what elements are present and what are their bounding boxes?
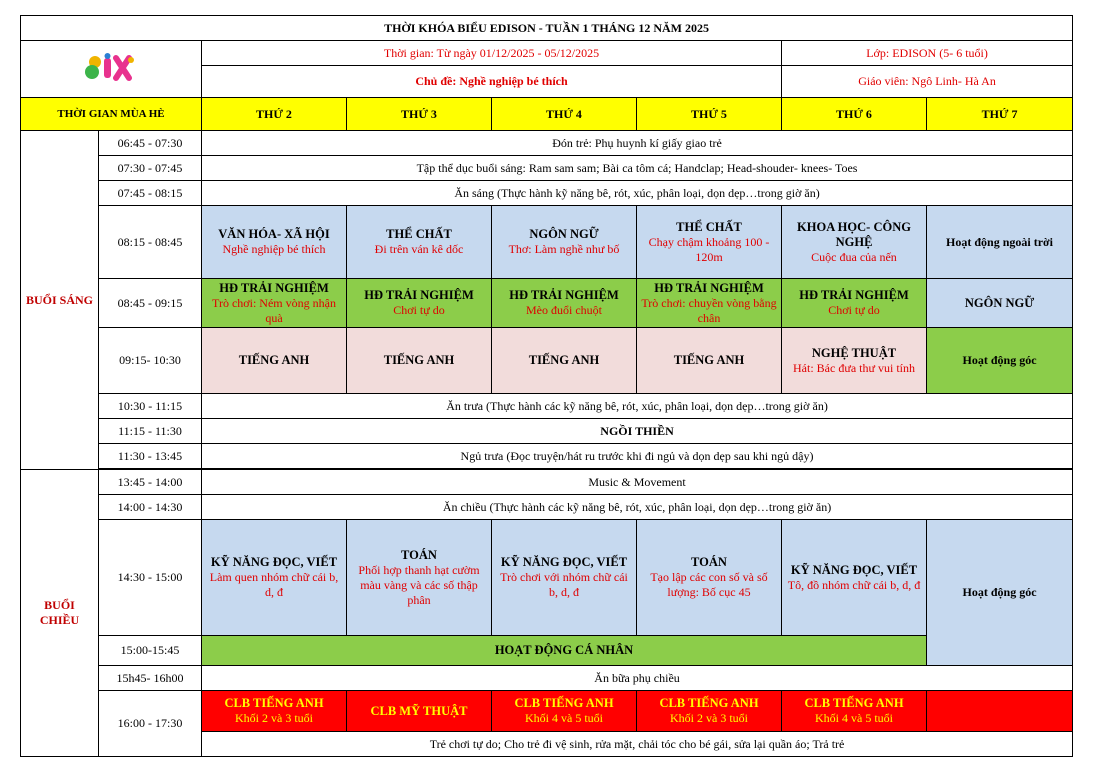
lesson-cell xyxy=(492,206,637,279)
time-slot: 08:15 - 08:45 xyxy=(99,206,202,279)
activity-row: Music & Movement xyxy=(202,470,1073,495)
club-cell xyxy=(347,691,492,732)
lesson-title: THỂ CHẤT xyxy=(676,219,742,234)
lesson-detail: Chơi tự do xyxy=(828,303,880,317)
activity-row: Ăn bữa phụ chiều xyxy=(202,666,1073,691)
time-slot: 11:15 - 11:30 xyxy=(99,419,202,444)
lesson-detail: Hát: Bác đưa thư vui tính xyxy=(793,360,915,375)
day-header-fri: THỨ 6 xyxy=(782,98,927,131)
time-column-header: THỜI GIAN MÙA HÈ xyxy=(21,98,202,131)
time-slot: 15h45- 16h00 xyxy=(99,666,202,691)
lesson-title: HĐ TRẢI NGHIỆM xyxy=(219,280,329,295)
activity-row xyxy=(202,636,927,666)
lesson-title: KỸ NĂNG ĐỌC, VIẾT xyxy=(500,555,628,569)
club-title: CLB TIẾNG ANH xyxy=(514,696,614,710)
lesson-title: TIẾNG ANH xyxy=(383,353,455,367)
lesson-detail: Phối hợp thanh hạt cườm màu vàng và các số thập phân xyxy=(358,562,480,607)
time-slot: 16:00 - 17:30 xyxy=(99,691,202,757)
day-header-thu: THỨ 5 xyxy=(637,98,782,131)
time-slot: 08:45 - 09:15 xyxy=(99,279,202,328)
time-slot: 14:30 - 15:00 xyxy=(99,520,202,636)
lesson-cell xyxy=(927,520,1073,666)
activity-row: Ăn chiều (Thực hành các kỹ năng bê, rót, xúc, phân loại, dọn dẹp…trong giờ ăn) xyxy=(202,495,1073,520)
activity-row: Ngủ trưa (Đọc truyện/hát ru trước khi đi ngủ và dọn dẹp sau khi ngủ dậy) xyxy=(202,444,1073,469)
timetable-title: THỜI KHÓA BIỂU EDISON - TUẦN 1 THÁNG 12 NĂM 2025 xyxy=(21,16,1073,41)
class-info: Lớp: EDISON (5- 6 tuổi) xyxy=(782,41,1073,66)
lesson-detail: Trò chơi với nhóm chữ cái b, d, đ xyxy=(500,570,628,599)
lesson-detail: Chạy chậm khoảng 100 - 120m xyxy=(648,234,770,264)
lesson-cell xyxy=(637,206,782,279)
activity-row: NGỒI THIỀN xyxy=(202,419,1073,444)
lesson-title: THỂ CHẤT xyxy=(386,227,452,241)
club-title: CLB TIẾNG ANH xyxy=(224,696,324,710)
lesson-title: Hoạt động góc xyxy=(962,353,1037,367)
theme-info: Chủ đề: Nghề nghiệp bé thích xyxy=(202,66,782,98)
lesson-cell xyxy=(927,206,1073,279)
lesson-cell xyxy=(202,279,347,328)
time-slot: 15:00-15:45 xyxy=(99,636,202,666)
lesson-detail: Thơ: Làm nghề như bố xyxy=(508,242,620,256)
lesson-cell xyxy=(637,279,782,328)
day-header-sat: THỨ 7 xyxy=(927,98,1073,131)
lesson-cell xyxy=(347,328,492,394)
lesson-cell xyxy=(202,328,347,394)
day-header-tue: THỨ 3 xyxy=(347,98,492,131)
lesson-title: NGHỆ THUẬT xyxy=(811,345,897,360)
club-detail: Khối 4 và 5 tuổi xyxy=(525,711,603,725)
lesson-detail: Mèo đuổi chuột xyxy=(526,303,602,317)
lesson-title: HĐ TRẢI NGHIỆM xyxy=(364,288,474,302)
activity-row: Tập thể dục buổi sáng: Ram sam sam; Bài ca tôm cá; Handclap; Head-shouder- knees- Toes xyxy=(202,156,1073,181)
time-slot: 07:30 - 07:45 xyxy=(99,156,202,181)
teacher-info: Giáo viên: Ngô Linh- Hà An xyxy=(782,66,1073,98)
lesson-title: HOẠT ĐỘNG CÁ NHÂN xyxy=(494,643,634,657)
lesson-cell xyxy=(782,279,927,328)
lesson-title: HĐ TRẢI NGHIỆM xyxy=(654,280,764,295)
lesson-title: NGÔN NGỮ xyxy=(529,227,599,241)
lesson-detail: Trò chơi: Ném vòng nhận quà xyxy=(212,295,336,325)
session-afternoon: BUỔI CHIỀU xyxy=(21,470,99,757)
time-slot: 07:45 - 08:15 xyxy=(99,181,202,206)
lesson-cell xyxy=(637,328,782,394)
lesson-title: KỸ NĂNG ĐỌC, VIẾT xyxy=(790,562,918,577)
lesson-title: TIẾNG ANH xyxy=(673,353,745,367)
period-info: Thời gian: Từ ngày 01/12/2025 - 05/12/2025 xyxy=(202,41,782,66)
lesson-title: Hoạt động góc xyxy=(962,585,1037,599)
time-slot: 09:15- 10:30 xyxy=(99,328,202,394)
lesson-title: HĐ TRẢI NGHIỆM xyxy=(799,288,909,302)
activity-row: Ăn trưa (Thực hành các kỹ năng bê, rót, xúc, phân loại, dọn dẹp…trong giờ ăn) xyxy=(202,394,1073,419)
time-slot: 10:30 - 11:15 xyxy=(99,394,202,419)
lesson-cell xyxy=(492,328,637,394)
lesson-detail: Tạo lập các con số và số lượng: Bố cục 45 xyxy=(650,570,768,599)
lesson-cell xyxy=(782,520,927,636)
time-slot: 13:45 - 14:00 xyxy=(99,470,202,495)
lesson-title: KỸ NĂNG ĐỌC, VIẾT xyxy=(210,555,338,569)
lesson-cell xyxy=(347,279,492,328)
lesson-detail: Đi trên ván kê dốc xyxy=(374,242,464,256)
club-title: CLB MỸ THUẬT xyxy=(370,703,468,718)
lesson-title: NGÔN NGỮ xyxy=(964,295,1035,310)
club-detail: Khối 4 và 5 tuổi xyxy=(815,711,893,725)
lesson-detail: Trò chơi: chuyền vòng bằng chân xyxy=(641,295,777,325)
lesson-cell xyxy=(202,520,347,636)
logo-cell xyxy=(21,41,202,98)
lesson-title: TIẾNG ANH xyxy=(528,353,600,367)
lesson-title: TOÁN xyxy=(691,555,727,569)
time-slot: 14:00 - 14:30 xyxy=(99,495,202,520)
lesson-cell xyxy=(492,520,637,636)
activity-row: Trẻ chơi tự do; Cho trẻ đi vệ sinh, rửa mặt, chải tóc cho bé gái, sửa lại quần áo; Trả trẻ xyxy=(202,732,1073,757)
school-logo xyxy=(83,52,139,82)
lesson-cell xyxy=(347,206,492,279)
activity-row: Ăn sáng (Thực hành kỹ năng bê, rót, xúc, phân loại, dọn dẹp…trong giờ ăn) xyxy=(202,181,1073,206)
lesson-detail: Tô, đồ nhóm chữ cái b, d, đ xyxy=(787,577,921,592)
lesson-cell xyxy=(782,206,927,279)
session-morning: BUỔI SÁNG xyxy=(21,131,99,470)
day-header-wed: THỨ 4 xyxy=(492,98,637,131)
lesson-cell xyxy=(782,328,927,394)
lesson-detail: Làm quen nhóm chữ cái b, d, đ xyxy=(209,570,339,599)
club-cell xyxy=(637,691,782,732)
activity-row: Đón trẻ: Phụ huynh kí giấy giao trẻ xyxy=(202,131,1073,156)
club-cell xyxy=(202,691,347,732)
time-slot: 06:45 - 07:30 xyxy=(99,131,202,156)
club-title: CLB TIẾNG ANH xyxy=(804,696,904,710)
lesson-title: KHOA HỌC- CÔNG NGHỆ xyxy=(797,219,911,249)
timetable xyxy=(20,15,1073,757)
lesson-title: VĂN HÓA- XÃ HỘI xyxy=(218,227,330,241)
club-detail: Khối 2 và 3 tuổi xyxy=(235,711,313,725)
club-title: CLB TIẾNG ANH xyxy=(659,696,759,710)
club-cell xyxy=(492,691,637,732)
lesson-title: TIẾNG ANH xyxy=(238,353,310,367)
lesson-cell xyxy=(927,279,1073,328)
club-detail: Khối 2 và 3 tuổi xyxy=(670,711,748,725)
time-slot: 11:30 - 13:45 xyxy=(99,444,202,469)
lesson-detail: Cuộc đua của nến xyxy=(811,249,897,264)
lesson-cell xyxy=(637,520,782,636)
lesson-cell xyxy=(492,279,637,328)
club-cell xyxy=(782,691,927,732)
lesson-detail: Nghề nghiệp bé thích xyxy=(222,242,326,256)
lesson-title: TOÁN xyxy=(401,547,437,562)
lesson-cell xyxy=(202,206,347,279)
lesson-title: Hoạt động ngoài trời xyxy=(946,234,1054,249)
lesson-cell xyxy=(927,328,1073,394)
lesson-detail: Chơi tự do xyxy=(393,303,445,317)
day-header-mon: THỨ 2 xyxy=(202,98,347,131)
lesson-title: HĐ TRẢI NGHIỆM xyxy=(509,288,619,302)
lesson-cell xyxy=(347,520,492,636)
club-cell-empty xyxy=(927,691,1073,732)
